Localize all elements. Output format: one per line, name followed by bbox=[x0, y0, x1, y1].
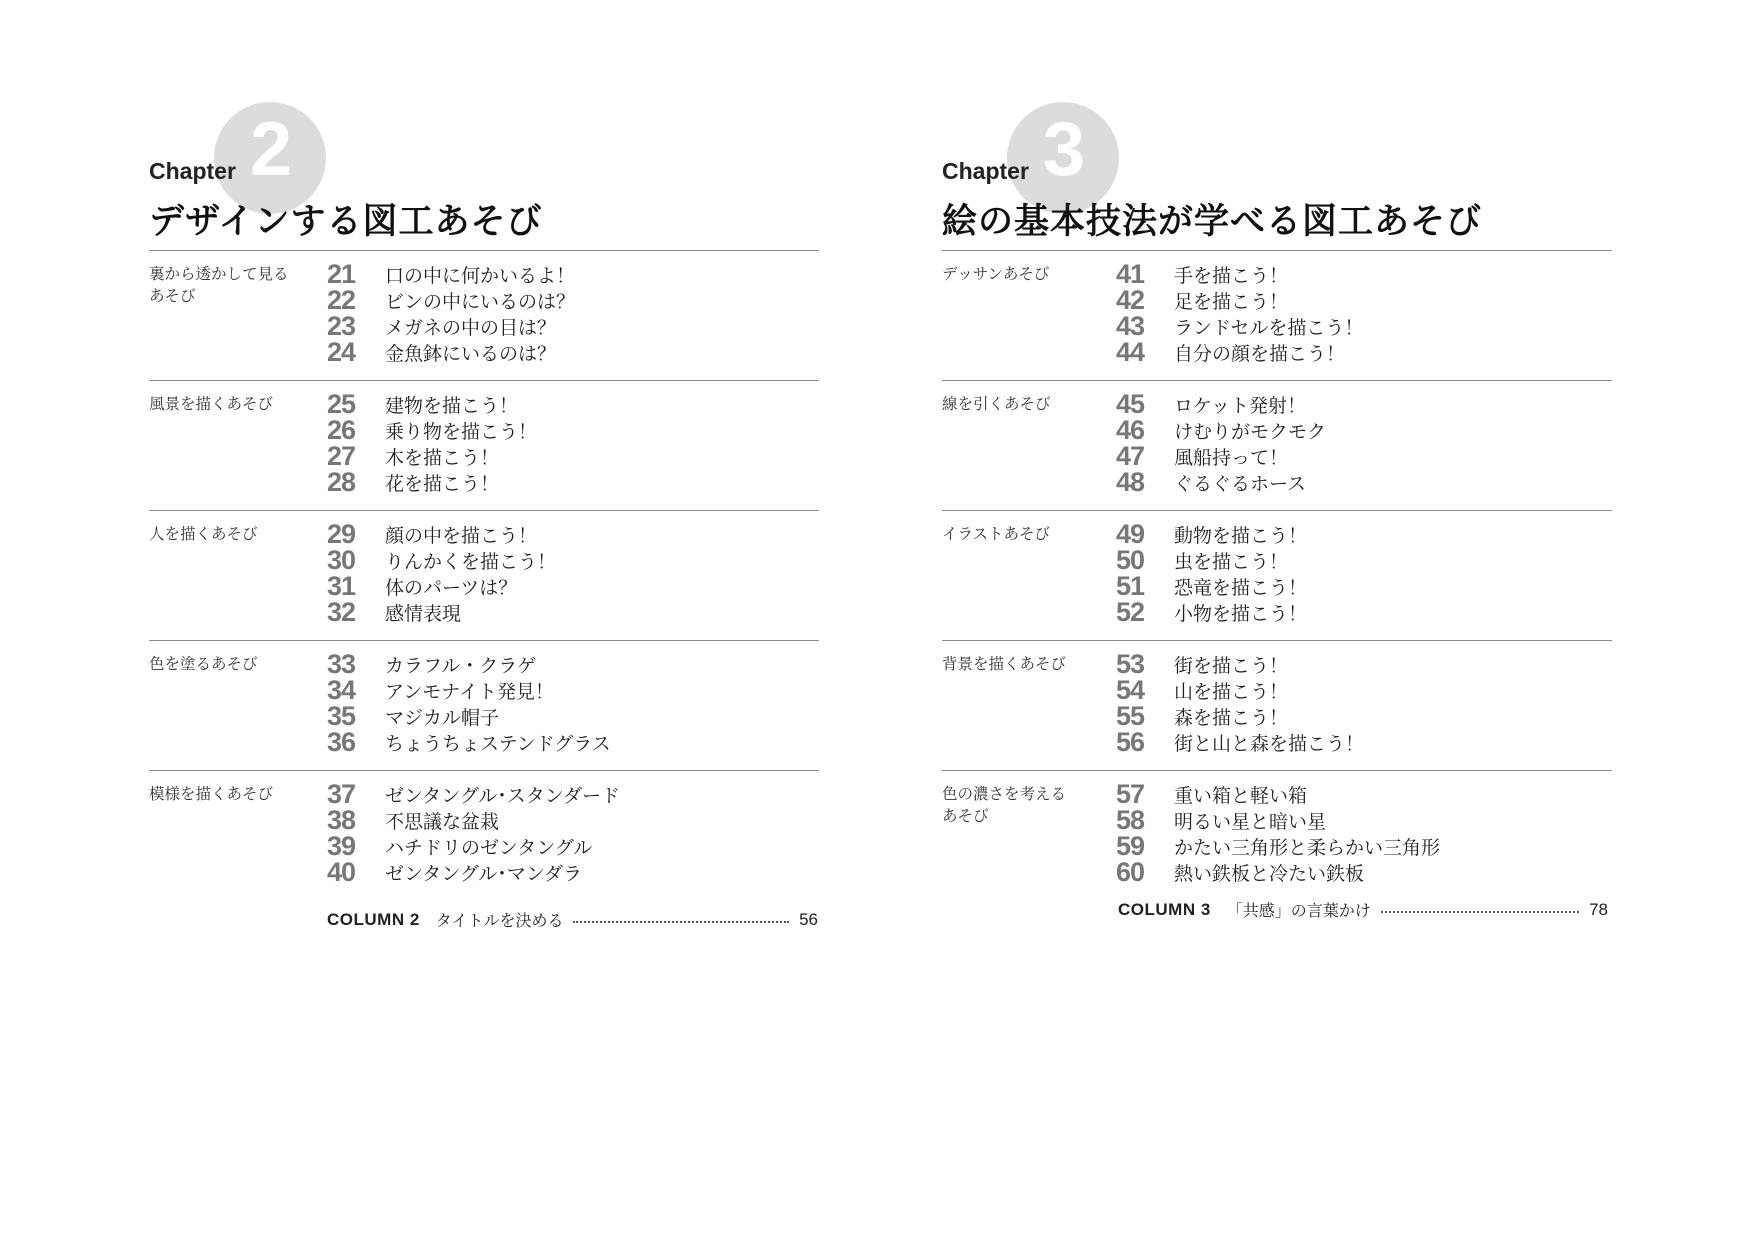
item-number: 31 bbox=[327, 570, 356, 601]
chapter-header bbox=[942, 102, 1612, 242]
column-title: タイトルを決める bbox=[435, 911, 564, 930]
toc-item[interactable] bbox=[327, 778, 621, 809]
item-title: 自分の顔を描こう！ bbox=[1174, 342, 1346, 365]
item-title: マジカル帽子 bbox=[385, 706, 500, 729]
item-title: けむりがモクモク bbox=[1174, 420, 1327, 443]
item-title: 街を描こう！ bbox=[1174, 654, 1289, 677]
item-number: 57 bbox=[1116, 778, 1145, 809]
toc-item[interactable] bbox=[327, 830, 620, 861]
toc-section bbox=[149, 381, 819, 511]
chapter-word: Chapter bbox=[942, 158, 1029, 184]
item-title: りんかくを描こう！ bbox=[385, 550, 557, 573]
item-number: 28 bbox=[327, 466, 356, 497]
toc-item[interactable] bbox=[1116, 284, 1363, 315]
toc-item[interactable] bbox=[327, 648, 611, 679]
column-entry[interactable] bbox=[327, 908, 818, 931]
item-title: 風船持って！ bbox=[1174, 446, 1289, 469]
item-title: 不思議な盆栽 bbox=[385, 810, 500, 833]
item-title: 動物を描こう！ bbox=[1174, 524, 1308, 547]
chapter-header bbox=[149, 102, 819, 242]
item-list bbox=[1116, 648, 1365, 757]
item-title: アンモナイト発見！ bbox=[385, 680, 554, 703]
toc-item[interactable] bbox=[1116, 830, 1441, 861]
item-number: 27 bbox=[327, 440, 356, 471]
toc-section bbox=[149, 511, 819, 641]
toc-item[interactable] bbox=[327, 700, 611, 731]
item-title: 山を描こう！ bbox=[1174, 680, 1289, 703]
item-number: 39 bbox=[327, 830, 356, 861]
item-number: 34 bbox=[327, 674, 356, 705]
section-label: 裏から透かして見る あそび bbox=[149, 265, 289, 305]
item-title: 熱い鉄板と冷たい鉄板 bbox=[1174, 862, 1365, 885]
toc-item[interactable] bbox=[327, 466, 537, 497]
toc-item[interactable] bbox=[327, 388, 537, 419]
item-title: 重い箱と軽い箱 bbox=[1174, 784, 1308, 807]
toc-item[interactable] bbox=[327, 570, 556, 601]
toc-item[interactable] bbox=[1116, 726, 1365, 757]
item-number: 26 bbox=[327, 414, 356, 445]
item-list bbox=[1116, 258, 1364, 367]
item-title: 感情表現 bbox=[385, 602, 462, 625]
item-title: ビンの中にいるのは？ bbox=[385, 290, 576, 313]
toc-item[interactable] bbox=[1116, 258, 1363, 289]
toc-item[interactable] bbox=[327, 518, 556, 549]
item-list bbox=[1116, 518, 1308, 627]
item-number: 56 bbox=[1116, 726, 1145, 757]
item-title: 森を描こう！ bbox=[1174, 706, 1289, 729]
section-label: デッサンあそび bbox=[942, 265, 1050, 283]
item-title: ちょうちょステンドグラス bbox=[385, 732, 611, 755]
item-number: 49 bbox=[1116, 518, 1145, 549]
item-number: 41 bbox=[1116, 258, 1145, 289]
section-list bbox=[149, 250, 819, 900]
toc-item[interactable] bbox=[1116, 778, 1440, 809]
toc-item[interactable] bbox=[327, 284, 576, 315]
item-number: 21 bbox=[327, 258, 356, 289]
item-title: 体のパーツは？ bbox=[385, 576, 518, 599]
item-number: 50 bbox=[1116, 544, 1145, 575]
section-label: 線を引くあそび bbox=[942, 395, 1051, 413]
item-title: ロケット発射！ bbox=[1174, 394, 1307, 417]
toc-item[interactable] bbox=[327, 440, 537, 471]
toc-item[interactable] bbox=[1116, 466, 1326, 497]
item-list bbox=[327, 388, 538, 497]
item-title: 建物を描こう！ bbox=[385, 394, 519, 417]
item-number: 47 bbox=[1116, 440, 1145, 471]
section-label: 背景を描くあそび bbox=[942, 655, 1067, 673]
item-list bbox=[327, 648, 611, 757]
toc-section bbox=[149, 641, 819, 771]
toc-item[interactable] bbox=[1116, 804, 1440, 835]
item-number: 48 bbox=[1116, 466, 1145, 497]
toc-section bbox=[149, 771, 819, 900]
item-title: 花を描こう！ bbox=[385, 472, 500, 495]
toc-section bbox=[942, 641, 1612, 771]
item-title: 足を描こう！ bbox=[1174, 290, 1289, 313]
item-title: カラフル・クラゲ bbox=[385, 654, 537, 677]
item-list bbox=[1116, 388, 1327, 497]
item-title: ぐるぐるホース bbox=[1174, 472, 1307, 495]
item-title: ゼンタングル･スタンダード bbox=[385, 784, 621, 807]
item-title: 口の中に何かいるよ！ bbox=[385, 264, 576, 287]
toc-section bbox=[942, 511, 1612, 641]
toc-item[interactable] bbox=[1116, 388, 1326, 419]
item-list bbox=[327, 778, 621, 887]
item-title: 恐竜を描こう！ bbox=[1174, 576, 1308, 599]
item-title: かたい三角形と柔らかい三角形 bbox=[1174, 836, 1441, 859]
item-number: 40 bbox=[327, 856, 356, 887]
toc-item[interactable] bbox=[327, 596, 556, 627]
column-title: 「共感」の言葉かけ bbox=[1226, 901, 1371, 920]
toc-item[interactable] bbox=[1116, 518, 1308, 549]
toc-item[interactable] bbox=[1116, 596, 1308, 627]
item-title: 乗り物を描こう！ bbox=[385, 420, 538, 443]
chapter-title: デザインする図工あそび bbox=[149, 202, 543, 242]
leader-dots bbox=[573, 921, 789, 923]
item-number: 46 bbox=[1116, 414, 1145, 445]
section-label: 色の濃さを考える あそび bbox=[942, 785, 1067, 825]
item-title: ランドセルを描こう！ bbox=[1174, 316, 1364, 339]
item-number: 29 bbox=[327, 518, 356, 549]
item-number: 58 bbox=[1116, 804, 1145, 835]
item-number: 51 bbox=[1116, 570, 1145, 601]
item-number: 32 bbox=[327, 596, 356, 627]
item-number: 24 bbox=[327, 336, 356, 367]
toc-item[interactable] bbox=[327, 258, 576, 289]
item-title: 木を描こう！ bbox=[385, 446, 500, 469]
item-title: 手を描こう！ bbox=[1174, 264, 1289, 287]
item-number: 38 bbox=[327, 804, 356, 835]
item-number: 54 bbox=[1116, 674, 1145, 705]
item-number: 55 bbox=[1116, 700, 1145, 731]
chapter-title: 絵の基本技法が学べる図工あそび bbox=[942, 202, 1483, 242]
item-title: ゼンタングル･マンダラ bbox=[385, 862, 583, 885]
item-number: 36 bbox=[327, 726, 356, 757]
section-label: 風景を描くあそび bbox=[149, 395, 274, 413]
toc-item[interactable] bbox=[1116, 336, 1363, 367]
column-page: 56 bbox=[799, 909, 818, 929]
section-label: 色を塗るあそび bbox=[149, 655, 258, 673]
item-title: 小物を描こう！ bbox=[1174, 602, 1308, 625]
toc-section bbox=[942, 771, 1612, 900]
toc-section bbox=[149, 251, 819, 381]
toc-item[interactable] bbox=[1116, 648, 1364, 679]
item-number: 60 bbox=[1116, 856, 1145, 887]
toc-section bbox=[942, 381, 1612, 511]
section-label: 人を描くあそび bbox=[149, 525, 258, 543]
chapter-word: Chapter bbox=[149, 158, 236, 184]
section-label: 模様を描くあそび bbox=[149, 785, 274, 803]
toc-item[interactable] bbox=[1116, 570, 1308, 601]
toc-item[interactable] bbox=[327, 726, 611, 757]
toc-item[interactable] bbox=[327, 310, 575, 341]
item-title: 虫を描こう！ bbox=[1174, 550, 1289, 573]
leader-dots bbox=[1381, 911, 1579, 913]
item-number: 33 bbox=[327, 648, 356, 679]
item-title: 金魚鉢にいるのは？ bbox=[385, 342, 557, 365]
toc-item[interactable] bbox=[327, 804, 620, 835]
toc-item[interactable] bbox=[1116, 544, 1307, 575]
item-number: 52 bbox=[1116, 596, 1145, 627]
item-number: 59 bbox=[1116, 830, 1145, 861]
toc-item[interactable] bbox=[1116, 414, 1327, 445]
chapter-number: 2 bbox=[249, 107, 291, 192]
section-list bbox=[942, 250, 1612, 900]
item-number: 43 bbox=[1116, 310, 1145, 341]
item-list bbox=[327, 258, 576, 367]
item-number: 22 bbox=[327, 284, 356, 315]
toc-item[interactable] bbox=[1116, 700, 1364, 731]
column-entry[interactable] bbox=[1118, 898, 1608, 921]
column-label: COLUMN 3 bbox=[1118, 899, 1211, 919]
item-number: 23 bbox=[327, 310, 356, 341]
item-title: 明るい星と暗い星 bbox=[1174, 810, 1327, 833]
column-page: 78 bbox=[1589, 899, 1608, 919]
item-number: 44 bbox=[1116, 336, 1145, 367]
toc-item[interactable] bbox=[1116, 856, 1440, 887]
item-title: メガネの中の目は？ bbox=[385, 316, 557, 339]
toc-item[interactable] bbox=[327, 856, 620, 887]
toc-item[interactable] bbox=[327, 674, 611, 705]
item-title: 街と山と森を描こう！ bbox=[1174, 732, 1365, 755]
item-number: 25 bbox=[327, 388, 356, 419]
item-number: 53 bbox=[1116, 648, 1145, 679]
item-title: 顔の中を描こう！ bbox=[385, 524, 538, 547]
item-number: 45 bbox=[1116, 388, 1145, 419]
toc-item[interactable] bbox=[327, 544, 557, 575]
item-number: 37 bbox=[327, 778, 356, 809]
toc-section bbox=[942, 251, 1612, 381]
toc-item[interactable] bbox=[1116, 310, 1364, 341]
item-list bbox=[1116, 778, 1441, 887]
item-list bbox=[327, 518, 557, 627]
toc-item[interactable] bbox=[1116, 674, 1364, 705]
section-label: イラストあそび bbox=[942, 525, 1051, 543]
item-number: 42 bbox=[1116, 284, 1145, 315]
toc-item[interactable] bbox=[327, 336, 575, 367]
item-number: 35 bbox=[327, 700, 356, 731]
item-title: ハチドリのゼンタングル bbox=[385, 836, 593, 859]
item-number: 30 bbox=[327, 544, 356, 575]
chapter-2-toc bbox=[149, 102, 819, 900]
toc-item[interactable] bbox=[1116, 440, 1326, 471]
column-label: COLUMN 2 bbox=[327, 909, 420, 929]
chapter-3-toc bbox=[942, 102, 1612, 900]
chapter-number: 3 bbox=[1042, 107, 1084, 192]
toc-item[interactable] bbox=[327, 414, 538, 445]
